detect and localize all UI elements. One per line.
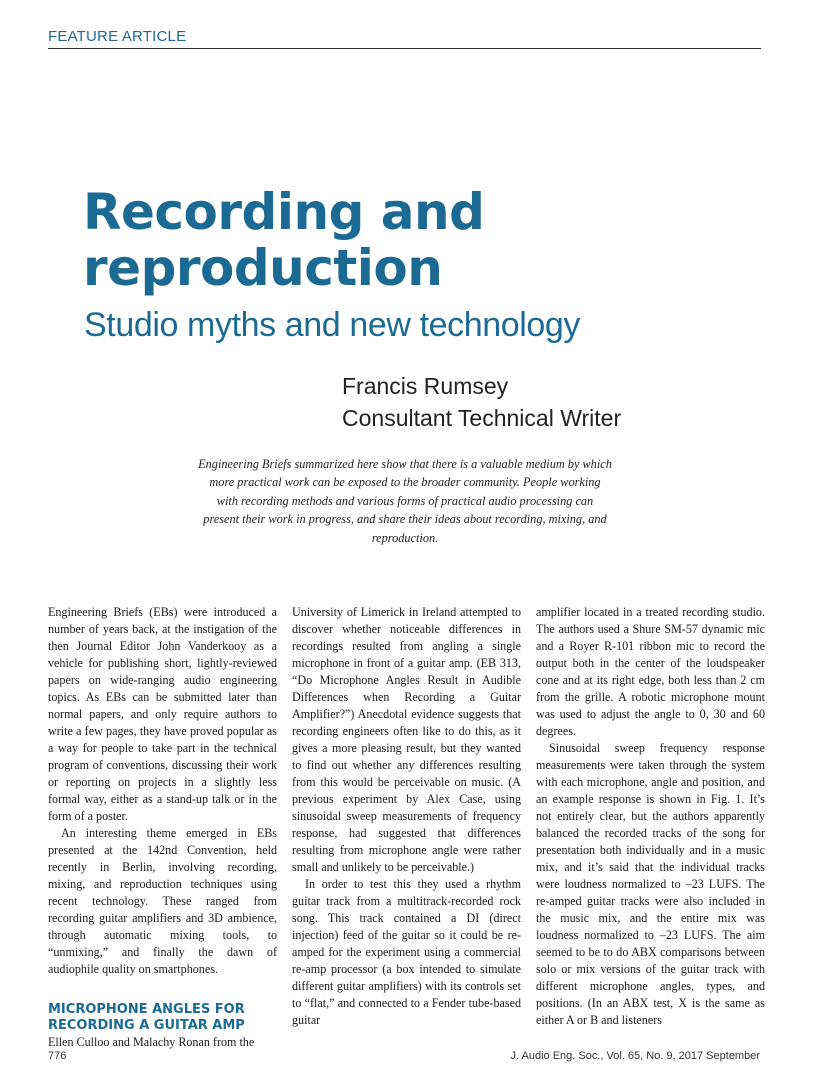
- paragraph: amplifier located in a treated recording studio. The authors used a Shure SM-57 dynamic mic and a Royer R-101 ribbon mic to record the output both in the center of the loudspeaker cone and at its right edge, both less than 2 cm from the grille. A robotic microphone mount was used to adjust the angle to 0, 30 and 60 degrees.: [536, 605, 765, 738]
- section-label: FEATURE ARTICLE: [48, 28, 187, 45]
- article-title: Recording and reproduction: [83, 183, 485, 297]
- author-role: Consultant Technical Writer: [342, 405, 622, 431]
- paragraph: An interesting theme emerged in EBs presented at the 142nd Convention, held recently in Berlin, involving recording, mixing, and reproduction techniques using recent technology. These ranged from recording guitar amplifiers and 3D ambience, through automatic mixing tools, to “unmixing,” and finally the dawn of audiophile quality on smartphones.: [48, 826, 277, 976]
- article-abstract: Engineering Briefs summarized here show that there is a valuable medium by which more practical work can be exposed to the broader community. People working with recording methods and various forms of practical audio processing can present their work in progress, and share their ideas about recording, mixing, and reproduction.: [198, 457, 612, 545]
- author-name: Francis Rumsey: [342, 373, 509, 399]
- section-subhead: MICROPHONE ANGLES FOR RECORDING A GUITAR AMP: [48, 1002, 245, 1033]
- page-number: 776: [48, 1050, 67, 1062]
- paragraph: In order to test this they used a rhythm guitar track from a multitrack-recorded rock song. This track contained a DI (direct injection) feed of the guitar so it could be re-amped for the experiment using a commercial re-amp processor (a box intended to simulate different guitar amplifiers) with its controls set to “flat,” and connected to a Fender tube-based guitar: [292, 877, 521, 1027]
- article-subtitle: Studio myths and new technology: [84, 306, 581, 344]
- paragraph: Ellen Culloo and Malachy Ronan from the: [48, 1035, 255, 1049]
- author-block: [342, 370, 621, 434]
- journal-reference: J. Audio Eng. Soc., Vol. 65, No. 9, 2017 September: [510, 1050, 760, 1062]
- paragraph: Sinusoidal sweep frequency response measurements were taken through the system with each microphone, angle and position, and an example response is shown in Fig. 1. It’s not entirely clear, but the authors apparently balanced the recorded tracks of the song for presentation both individually and in a music mix, and it’s said that the individual tracks were loudness normalized to –23 LUFS. The re-amped guitar tracks were also included in the music mix, and the entire mix was loudness normalized to –23 LUFS. The aim seemed to be to do ABX comparisons between solo or mix versions of the guitar track with different microphone angles, types, and positions. (In an ABX test, X is the same as either A or B and listeners: [536, 741, 765, 1027]
- paragraph: Engineering Briefs (EBs) were introduced a number of years back, at the instigation of the then Journal Editor John Vanderkooy as a vehicle for publishing short, lightly-reviewed papers on wide-ranging audio engineering topics. As EBs can be submitted later than normal papers, and only require authors to write a few pages, they have proved popular as a way for people to take part in the technical program of conventions, discussing their work or reporting on projects in a slightly less formal way, either as a stand-up talk or in the form of a poster.: [48, 605, 277, 823]
- body-column-2: [292, 604, 521, 1029]
- body-column-1: [48, 604, 277, 1051]
- body-column-3: [536, 604, 765, 1029]
- paragraph: University of Limerick in Ireland attempted to discover whether noticeable differences in recordings resulted from angling a single microphone in front of a guitar amp. (EB 313, “Do Microphone Angles Result in Audible Differences when Recording a Guitar Amplifier?”) Anecdotal evidence suggests that recording engineers often like to do this, as it gives a more pleasing result, but they wanted to find out whether any differences resulting from this would be perceivable on music. (A previous experiment by Alex Case, using sinusoidal sweep measurements of frequency response, had suggested that differences resulting from microphone angle were rather small and unlikely to be perceivable.): [292, 605, 521, 874]
- header-rule: [48, 48, 761, 49]
